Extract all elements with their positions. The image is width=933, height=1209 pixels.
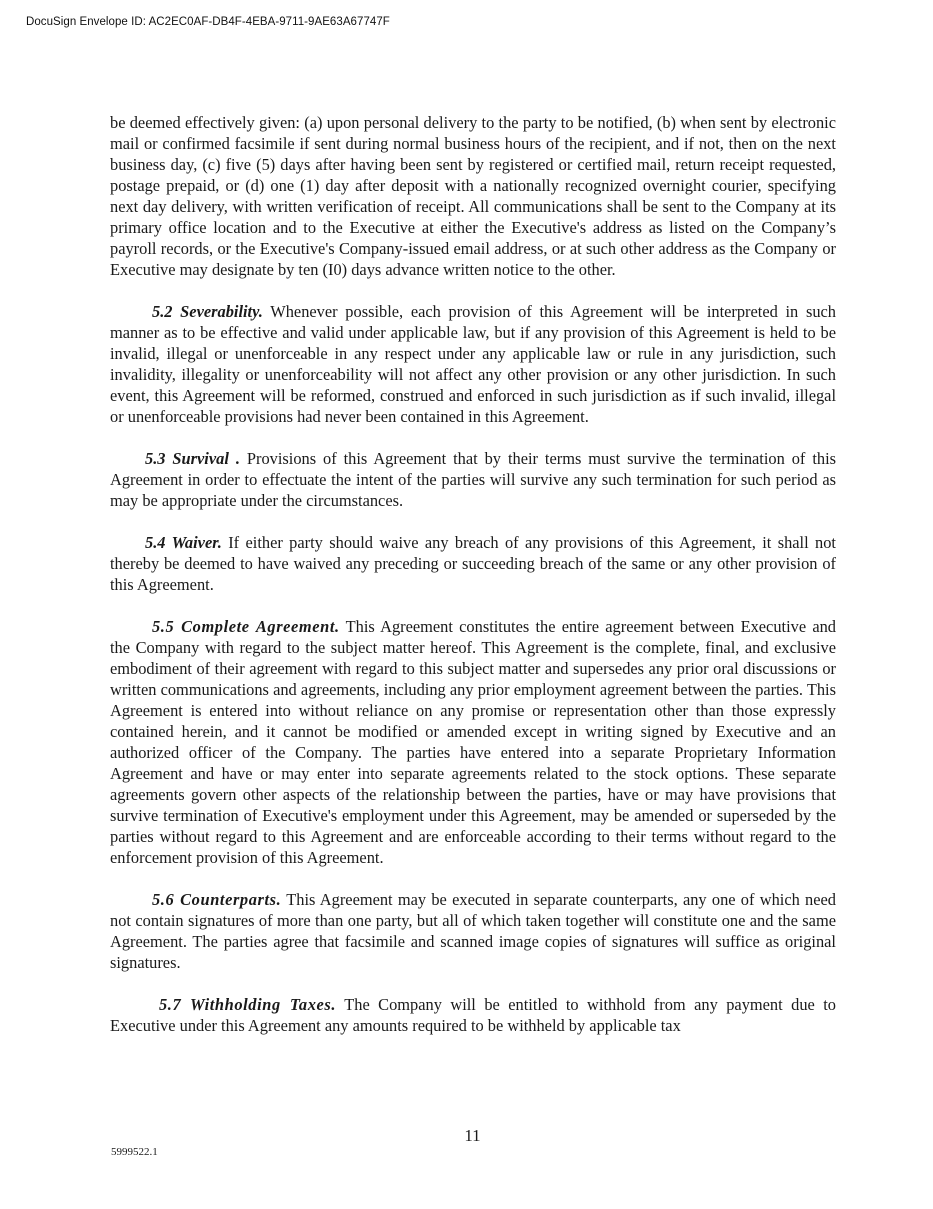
docusign-envelope-id: DocuSign Envelope ID: AC2EC0AF-DB4F-4EBA-9711-9AE63A67747F bbox=[26, 16, 390, 28]
section-text: The Company will be entitled to withhold from any payment due to Executive under this Agreement any amounts required to be withheld by applicable tax bbox=[110, 995, 836, 1035]
section-text: Provisions of this Agreement that by their terms must survive the termination of this Agreement in order to effectuate the intent of the parties will survive any such termination for such period as may be appropriate under the circumstances. bbox=[110, 449, 837, 510]
section-counterparts bbox=[110, 889, 836, 973]
document-body bbox=[110, 112, 836, 1057]
section-withholding-taxes bbox=[110, 994, 836, 1036]
section-text: This Agreement constitutes the entire agreement between Executive and the Company with regard to the subject matter hereof. This Agreement is the complete, final, and exclusive embodiment of their agreement with regard to this subject matter and supersedes any prior oral discussions or written communications and agreements, including any prior employment agreement between the parties. This Agreement is entered into without reliance on any promise or representation other than those expressly contained herein, and it cannot be modified or amended except in writing signed by Executive and an authorized officer of the Company. The parties have entered into a separate Proprietary Information Agreement and have or may enter into separate agreements related to the stock options. These separate agreements govern other aspects of the relationship between the parties, have or may have provisions that survive termination of Executive's employment under this Agreement, may be amended or superseded by the parties without regard to this Agreement and are enforceable according to their terms without regard to the enforcement provision of this Agreement. bbox=[110, 617, 836, 867]
section-heading: 5.7 Withholding Taxes. bbox=[159, 995, 337, 1014]
document-id: 5999522.1 bbox=[111, 1146, 158, 1158]
notice-continuation-paragraph: be deemed effectively given: (a) upon personal delivery to the party to be notified, (b) when sent by electronic mail or confirmed facsimile if sent during normal business hours of the recipient, and if not, then on the next business day, (c) five (5) days after having been sent by registered or certified mail, return receipt requested, postage prepaid, or (d) one (1) day after deposit with a nationally recognized overnight courier, specifying next day delivery, with written verification of receipt. All communications shall be sent to the Company at its primary office location and to the Executive at either the Executive's address as listed on the Company’s payroll records, or the Executive's Company-issued email address, or at such other address as the Company or Executive may designate by ten (I0) days advance written notice to the other. bbox=[110, 113, 836, 279]
section-heading: 5.5 Complete Agreement. bbox=[152, 617, 340, 636]
section-heading: 5.2 Severability. bbox=[152, 302, 263, 321]
section-heading: 5.3 Survival . bbox=[145, 449, 240, 468]
section-heading: 5.4 Waiver. bbox=[145, 533, 222, 552]
page-number: 11 bbox=[464, 1126, 481, 1145]
section-severability bbox=[110, 301, 836, 427]
section-heading: 5.6 Counterparts. bbox=[152, 890, 282, 909]
section-text: This Agreement may be executed in separate counterparts, any one of which need not contain signatures of more than one party, but all of which taken together will constitute one and the same Agreement. The parties agree that facsimile and scanned image copies of signatures will suffice as original signatures. bbox=[110, 890, 836, 972]
section-survival bbox=[110, 448, 836, 511]
section-complete-agreement bbox=[110, 616, 836, 868]
section-text: If either party should waive any breach of any provisions of this Agreement, it shall not thereby be deemed to have waived any preceding or succeeding breach of the same or any other provision of this Agreement. bbox=[110, 533, 836, 594]
section-text: Whenever possible, each provision of this Agreement will be interpreted in such manner as to be effective and valid under applicable law, but if any provision of this Agreement is held to be invalid, illegal or unenforceable in any respect under any applicable law or rule in any jurisdiction, such invalidity, illegality or unenforceability will not affect any other provision or any other jurisdiction. In such event, this Agreement will be reformed, construed and enforced in such jurisdiction as if such invalid, illegal or unenforceable provisions had never been contained in this Agreement. bbox=[110, 302, 836, 426]
section-waiver bbox=[110, 532, 836, 595]
